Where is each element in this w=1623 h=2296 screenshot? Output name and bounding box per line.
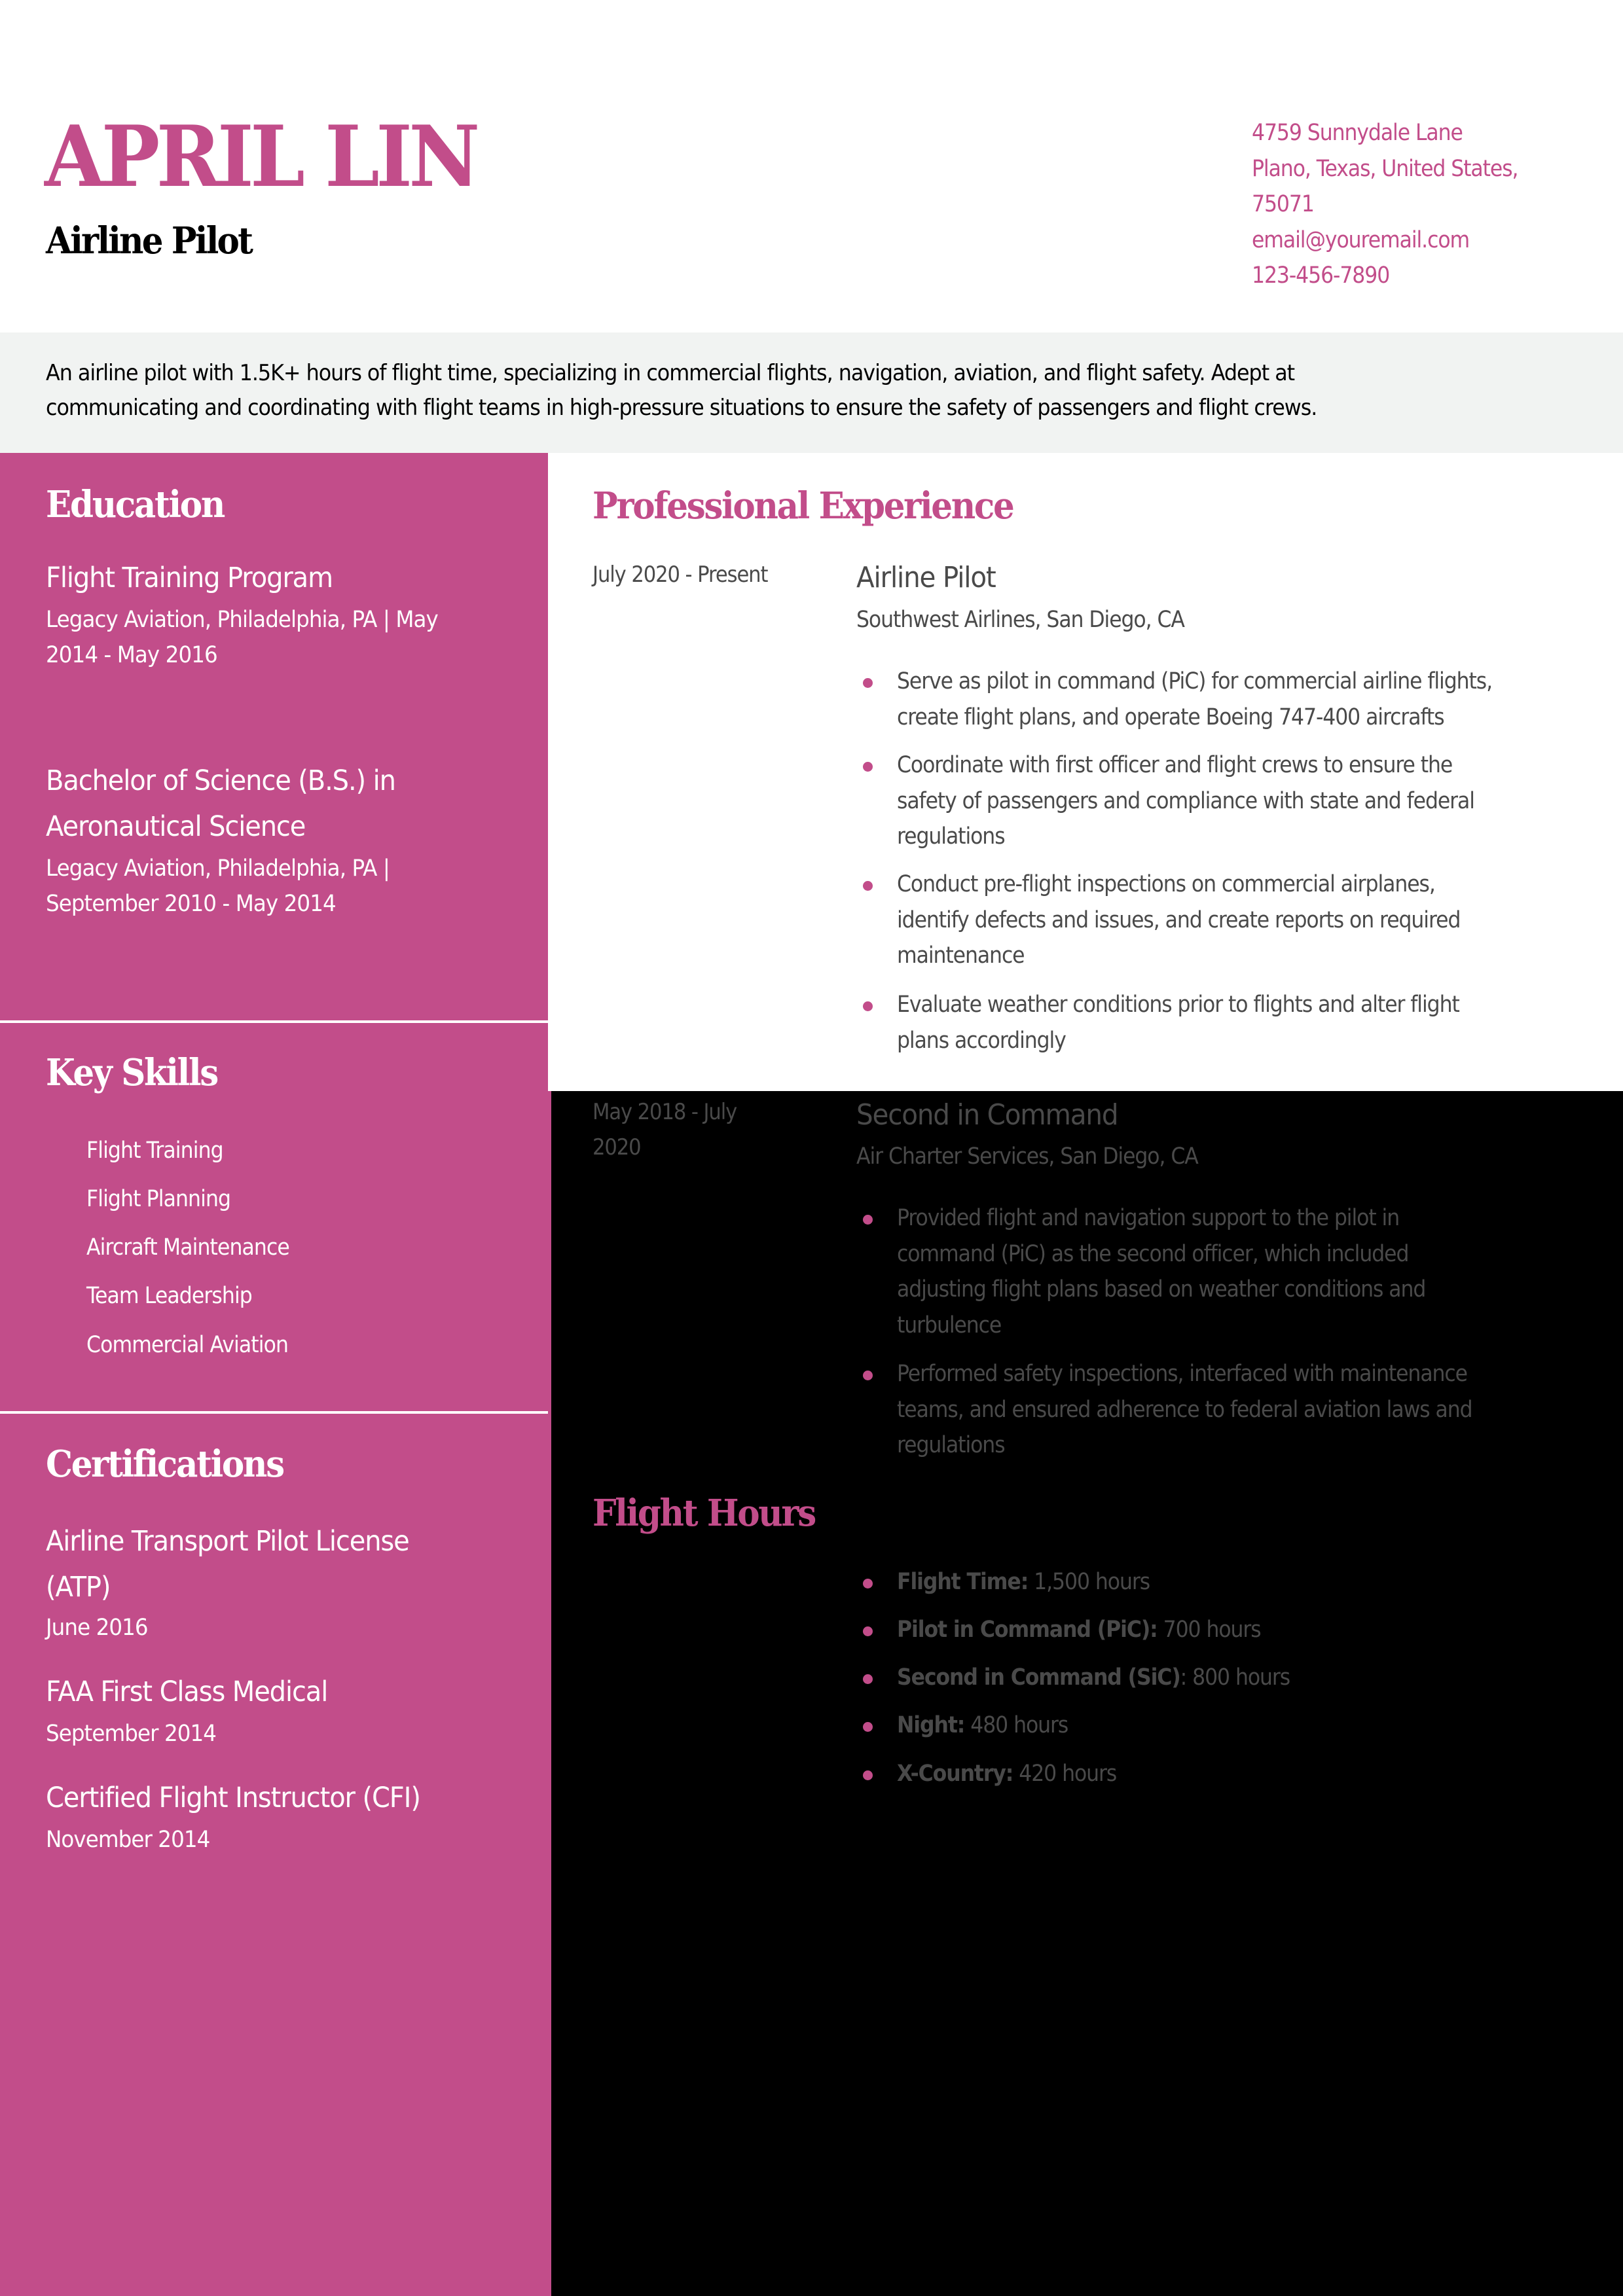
address-line-1: 4759 Sunnydale Lane xyxy=(1252,120,1463,146)
summary-text xyxy=(46,356,1604,425)
job-title: Airline Pilot xyxy=(46,219,252,262)
skill-item: Team Leadership xyxy=(86,1283,252,1309)
hours-value: 420 hours xyxy=(1013,1761,1117,1787)
bullet-dot-icon xyxy=(863,1579,873,1588)
job-role: Airline Pilot xyxy=(856,561,996,594)
certification-date: September 2014 xyxy=(46,1721,217,1747)
bullet-dot-icon xyxy=(863,1001,873,1011)
certification-title: Certified Flight Instructor (CFI) xyxy=(46,1782,420,1814)
contact-block xyxy=(1252,115,1605,294)
certification-title: Airline Transport Pilot License (ATP) xyxy=(46,1525,409,1604)
bullet-dot-icon xyxy=(863,1674,873,1684)
phone-number: 123-456-7890 xyxy=(1252,262,1390,289)
job-date: July 2020 - Present xyxy=(593,562,768,588)
bullet-dot-icon xyxy=(863,1626,873,1636)
skill-item: Flight Planning xyxy=(86,1186,231,1212)
education-item-title: Flight Training Program xyxy=(46,562,333,594)
hours-label: Pilot in Command (PiC): xyxy=(897,1617,1158,1643)
address-line-3: 75071 xyxy=(1252,191,1314,217)
skill-item: Flight Training xyxy=(86,1138,223,1164)
candidate-name: APRIL LIN xyxy=(45,108,477,206)
job-company: Southwest Airlines, San Diego, CA xyxy=(856,607,1184,633)
hours-label: Second in Command (SiC) xyxy=(897,1664,1180,1691)
email-link[interactable]: email@youremail.com xyxy=(1252,226,1470,253)
education-item-details: Legacy Aviation, Philadelphia, PA | May 2014 - May 2016 xyxy=(46,607,438,668)
job-role: Second in Command xyxy=(856,1098,1118,1132)
experience-heading: Professional Experience xyxy=(593,484,1013,528)
address-line-2: Plano, Texas, United States, xyxy=(1252,155,1518,182)
hours-label: Flight Time: xyxy=(897,1569,1029,1595)
sidebar-divider xyxy=(0,1020,548,1023)
bullet-dot-icon xyxy=(863,881,873,891)
education-heading: Education xyxy=(46,483,225,526)
hours-value: : 800 hours xyxy=(1180,1664,1290,1691)
summary-line: An airline pilot with 1.5K+ hours of flight time, specializing in commercial flights, navigation, aviation, and flight safety. Adept at xyxy=(46,360,1295,386)
job-company: Air Charter Services, San Diego, CA xyxy=(856,1143,1198,1170)
sidebar-divider xyxy=(0,1411,548,1414)
hours-label: Night: xyxy=(897,1712,965,1738)
skill-item: Commercial Aviation xyxy=(86,1332,289,1358)
bullet-dot-icon xyxy=(863,1215,873,1225)
bullet-dot-icon xyxy=(863,1371,873,1380)
hours-value: 1,500 hours xyxy=(1028,1569,1150,1595)
certifications-heading: Certifications xyxy=(46,1443,283,1486)
flight-hours-heading: Flight Hours xyxy=(593,1492,815,1535)
bullet-dot-icon xyxy=(863,1722,873,1732)
skills-heading: Key Skills xyxy=(46,1051,217,1094)
education-item-details: Legacy Aviation, Philadelphia, PA | September 2010 - May 2014 xyxy=(46,855,390,917)
skill-item: Aircraft Maintenance xyxy=(86,1234,289,1261)
hours-label: X-Country: xyxy=(897,1761,1013,1787)
bullet-dot-icon xyxy=(863,762,873,772)
hours-value: 480 hours xyxy=(964,1712,1068,1738)
certification-title: FAA First Class Medical xyxy=(46,1676,328,1708)
education-item-title: Bachelor of Science (B.S.) in Aeronautical Science xyxy=(46,764,395,843)
bullet-dot-icon xyxy=(863,1770,873,1780)
job-date: May 2018 - July 2020 xyxy=(593,1099,737,1160)
certification-date: June 2016 xyxy=(46,1615,148,1641)
bullet-dot-icon xyxy=(863,678,873,688)
certification-date: November 2014 xyxy=(46,1827,210,1853)
hours-value: 700 hours xyxy=(1157,1617,1261,1643)
summary-line: communicating and coordinating with flight teams in high-pressure situations to ensure the safety of passengers and flight crews. xyxy=(46,395,1317,421)
